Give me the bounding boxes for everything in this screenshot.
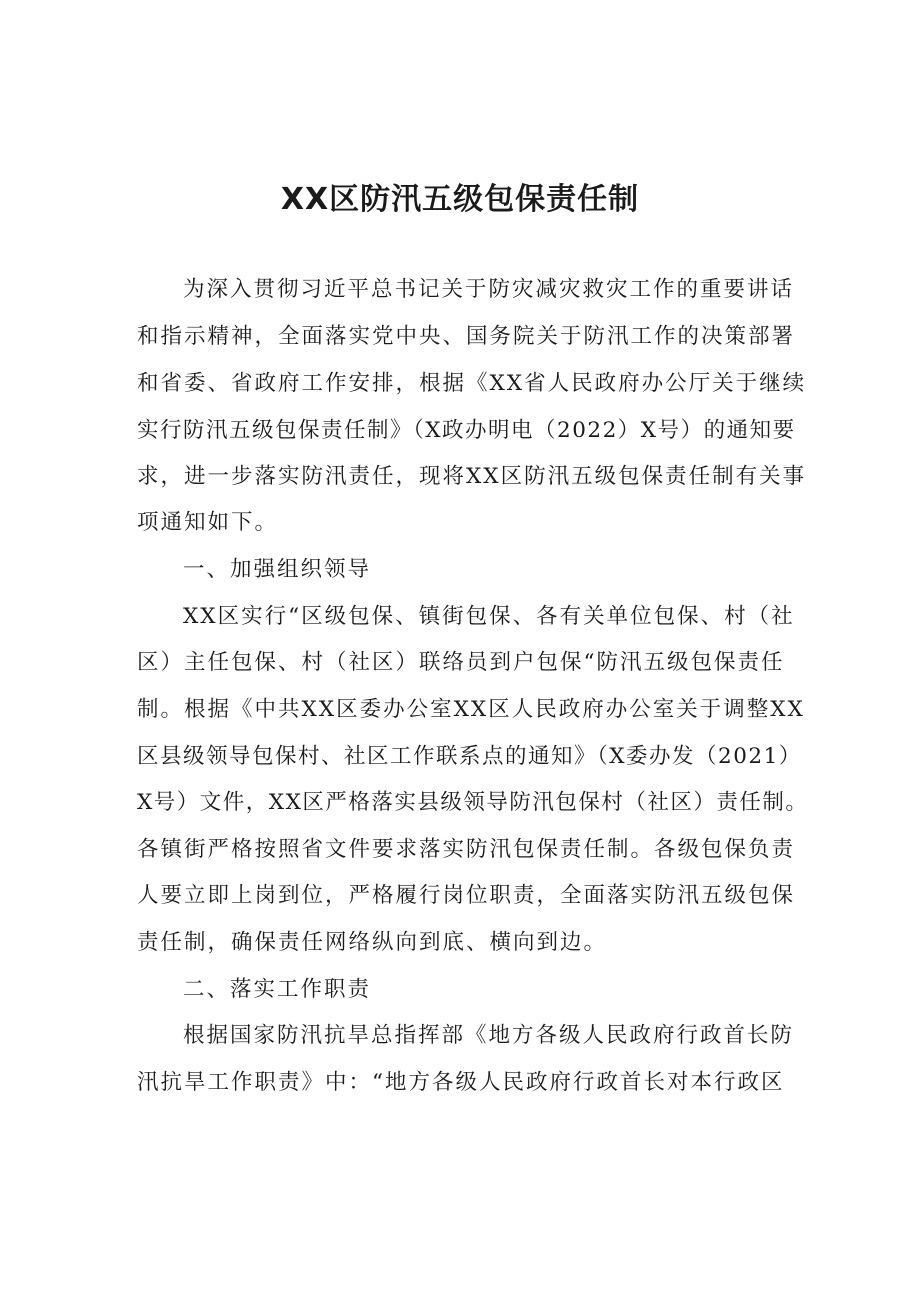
section-heading: 一、加强组织领导 xyxy=(183,557,372,582)
paragraph-line: 为深入贯彻习近平总书记关于防灾减灾救灾工作的重要讲话 xyxy=(183,277,795,302)
paragraph-line: 汛抗旱工作职责》中：“地方各级人民政府行政首长对本行政区 xyxy=(137,1070,785,1095)
document-title: XX区防汛五级包保责任制 xyxy=(280,182,640,217)
paragraph-line: 和省委、省政府工作安排，根据《XX省人民政府办公厅关于继续 xyxy=(137,371,807,396)
paragraph-line: 求，进一步落实防汛责任，现将XX区防汛五级包保责任制有关事 xyxy=(137,464,807,489)
paragraph-line: 项通知如下。 xyxy=(137,510,279,535)
paragraph-line: 区）主任包保、村（社区）联络员到户包保“防汛五级包保责任 xyxy=(137,650,785,675)
paragraph-line: 根据国家防汛抗旱总指挥部《地方各级人民政府行政首长防 xyxy=(183,1023,795,1048)
paragraph-line: XX区实行“区级包保、镇街包保、各有关单位包保、村（社 xyxy=(183,604,795,629)
paragraph-line: X号）文件，XX区严格落实县级领导防汛包保村（社区）责任制。 xyxy=(137,790,809,815)
paragraph-line: 和指示精神，全面落实党中央、国务院关于防汛工作的决策部署 xyxy=(137,324,796,349)
paragraph-line: 责任制，确保责任网络纵向到底、横向到边。 xyxy=(137,930,608,955)
paragraph-line: 各镇街严格按照省文件要求落实防汛包保责任制。各级包保负责 xyxy=(137,837,796,862)
paragraph-line: 实行防汛五级包保责任制》（X政办明电（2022）X号）的通知要 xyxy=(137,418,796,443)
paragraph-line: 人要立即上岗到位，严格履行岗位职责，全面落实防汛五级包保 xyxy=(137,883,796,908)
paragraph-line: 区县级领导包保村、社区工作联系点的通知》（X委办发（2021） xyxy=(137,744,802,769)
paragraph-line: 制。根据《中共XX区委办公室XX区人民政府办公室关于调整XX xyxy=(137,697,805,722)
section-heading: 二、落实工作职责 xyxy=(183,977,372,1002)
